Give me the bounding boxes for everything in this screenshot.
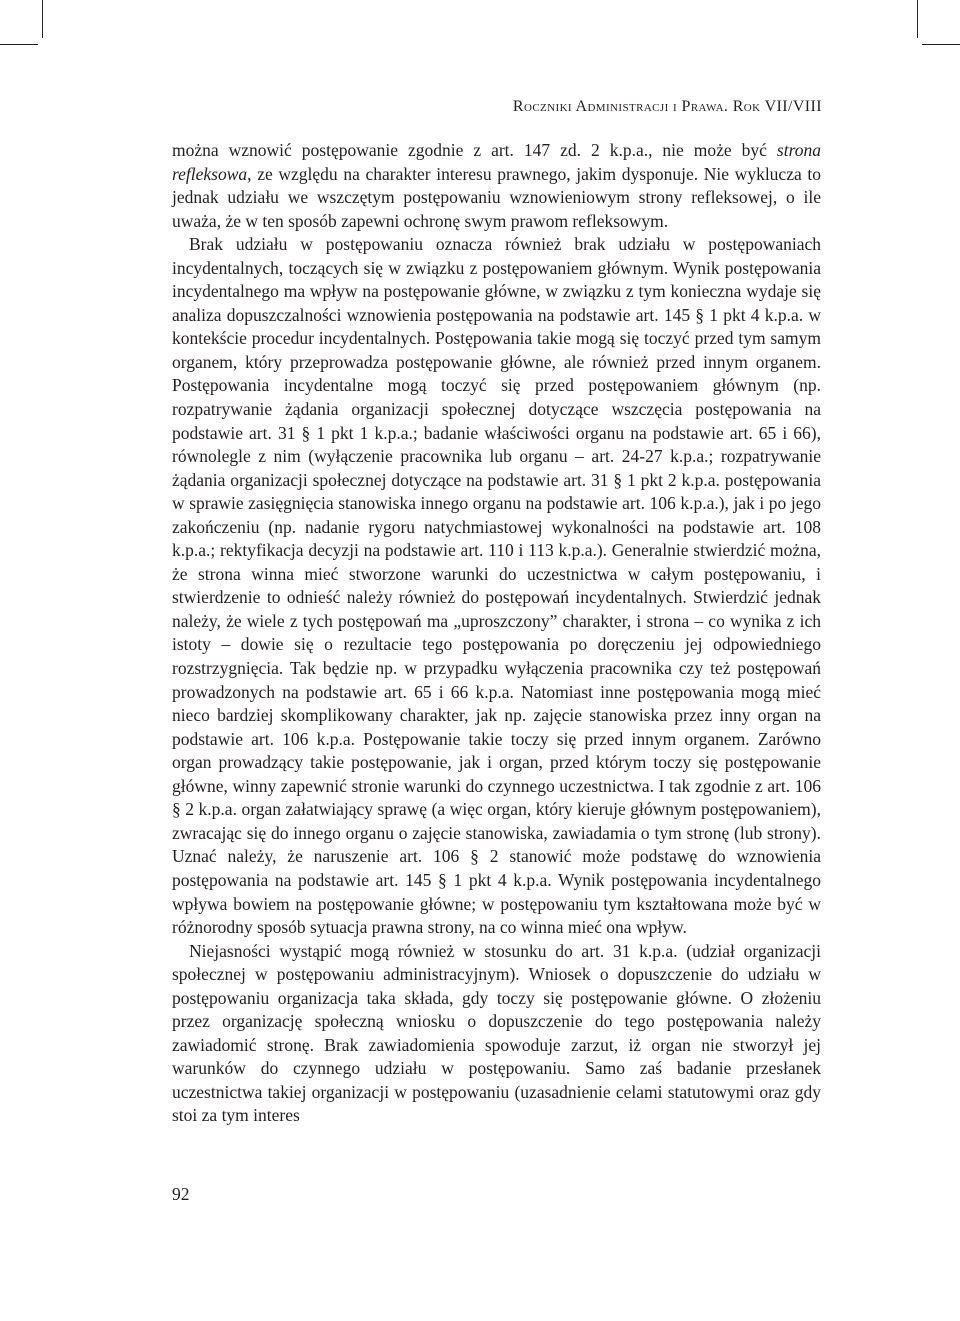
crop-mark-top-left-horizontal xyxy=(0,44,38,45)
paragraph-1 xyxy=(172,139,821,233)
paragraph-1-segment-2-italic: strona refleksowa xyxy=(172,140,821,184)
crop-mark-top-left-vertical xyxy=(42,0,43,38)
body-text xyxy=(172,139,821,1128)
paragraph-3-segment-1: Niejasności wystąpić mogą również w stosunku do art. 31 k.p.a. (udział organizacji społecznej w postępowaniu administracyjnym). Wniosek o dopuszczenie do udziału w postępowaniu organizacja taka składa, gdy toczy się postępowanie główne. O złożeniu przez organizację społeczną wniosku o dopuszczenie do tego postępowania należy zawiadomić stronę. Brak zawiadomienia spowoduje zarzut, iż organ nie stworzył jej warunków do czynnego udziału w postępowaniu. Samo zaś badanie przesłanek uczestnictwa takiej organizacji w postępowaniu (uzasadnienie celami statutowymi oraz gdy stoi za tym interes xyxy=(172,940,821,1126)
crop-mark-top-right-horizontal xyxy=(922,44,960,45)
paragraph-3 xyxy=(172,940,821,1128)
crop-mark-top-right-vertical xyxy=(917,0,918,38)
running-head: Roczniki Administracji i Prawa. Rok VII/VIII xyxy=(512,98,822,115)
paragraph-2-segment-1: Brak udziału w postępowaniu oznacza również brak udziału w postępowaniach incydentalnych, toczących się w związku z postępowaniem głównym. Wynik postępowania incydentalnego ma wpływ na postępowanie główne, w związku z tym konieczna wydaje się analiza dopuszczalności wznowienia postępowania na podstawie art. 145 § 1 pkt 4 k.p.a. w kontekście procedur incydentalnych. Postępowania takie mogą się toczyć przed tym samym organem, który przeprowadza postępowanie główne, ale również przed innym organem. Postępowania incydentalne mogą toczyć się przed postępowaniem głównym (np. rozpatrywanie żądania organizacji społecznej dotyczące wszczęcia postępowania na podstawie art. 31 § 1 pkt 1 k.p.a.; badanie właściwości organu na podstawie art. 65 i 66), równolegle z nim (wyłączenie pracownika lub organu – art. 24-27 k.p.a.; rozpatrywanie żądania organizacji społecznej dotyczące na podstawie art. 31 § 1 pkt 2 k.p.a. postępowania w sprawie zasięgnięcia stanowiska innego organu na podstawie art. 106 k.p.a.), jak i po jego zakończeniu (np. nadanie rygoru natychmiastowej wykonalności na podstawie art. 108 k.p.a.; rektyfikacja decyzji na podstawie art. 110 i 113 k.p.a.). Generalnie stwierdzić można, że strona winna mieć stworzone warunki do uczestnictwa w całym postępowaniu, i stwierdzenie to odnieść należy również do postępowań incydentalnych. Stwierdzić jednak należy, że wiele z tych postępowań ma „uproszczony” charakter, i strona – co wynika z ich istoty – dowie się o rezultacie tego postępowania po doręczeniu jej odpowiedniego rozstrzygnięcia. Tak będzie np. w przypadku wyłączenia pracownika czy też postępowań prowadzonych na podstawie art. 65 i 66 k.p.a. Natomiast inne postępowania mogą mieć nieco bardziej skomplikowany charakter, jak np. zajęcie stanowiska przez inny organ na podstawie art. 106 k.p.a. Postępowanie takie toczy się przed innym organem. Zarówno organ prowadzący takie postępowanie, jak i organ, przed którym toczy się postępowanie główne, winny zapewnić stronie warunki do czynnego uczestnictwa. I tak zgodnie z art. 106 § 2 k.p.a. organ załatwiający sprawę (a więc organ, który kieruje głównym postępowaniem), zwracając się do innego organu o zajęcie stanowiska, zawiadamia o tym stronę (lub strony). Uznać należy, że naruszenie art. 106 § 2 stanowić może podstawę do wznowienia postępowania na podstawie art. 145 § 1 pkt 4 k.p.a. Wynik postępowania incydentalnego wpływa bowiem na postępowanie główne; w postępowaniu tym kształtowana może być w różnorodny sposób sytuacja prawna strony, na co winna mieć ona wpływ. xyxy=(172,234,821,938)
paragraph-1-segment-3: , ze względu na charakter interesu prawnego, jakim dysponuje. Nie wyklucza to jednak udziału we wszczętym postępowaniu wznowieniowym strony refleksowej, o ile uważa, że w ten sposób zapewni ochronę swym prawom refleksowym. xyxy=(172,163,821,231)
page-number: 92 xyxy=(172,1184,190,1204)
paragraph-2 xyxy=(172,233,821,939)
paragraph-1-segment-1: można wznowić postępowanie zgodnie z art. 147 zd. 2 k.p.a., nie może być xyxy=(172,140,777,160)
